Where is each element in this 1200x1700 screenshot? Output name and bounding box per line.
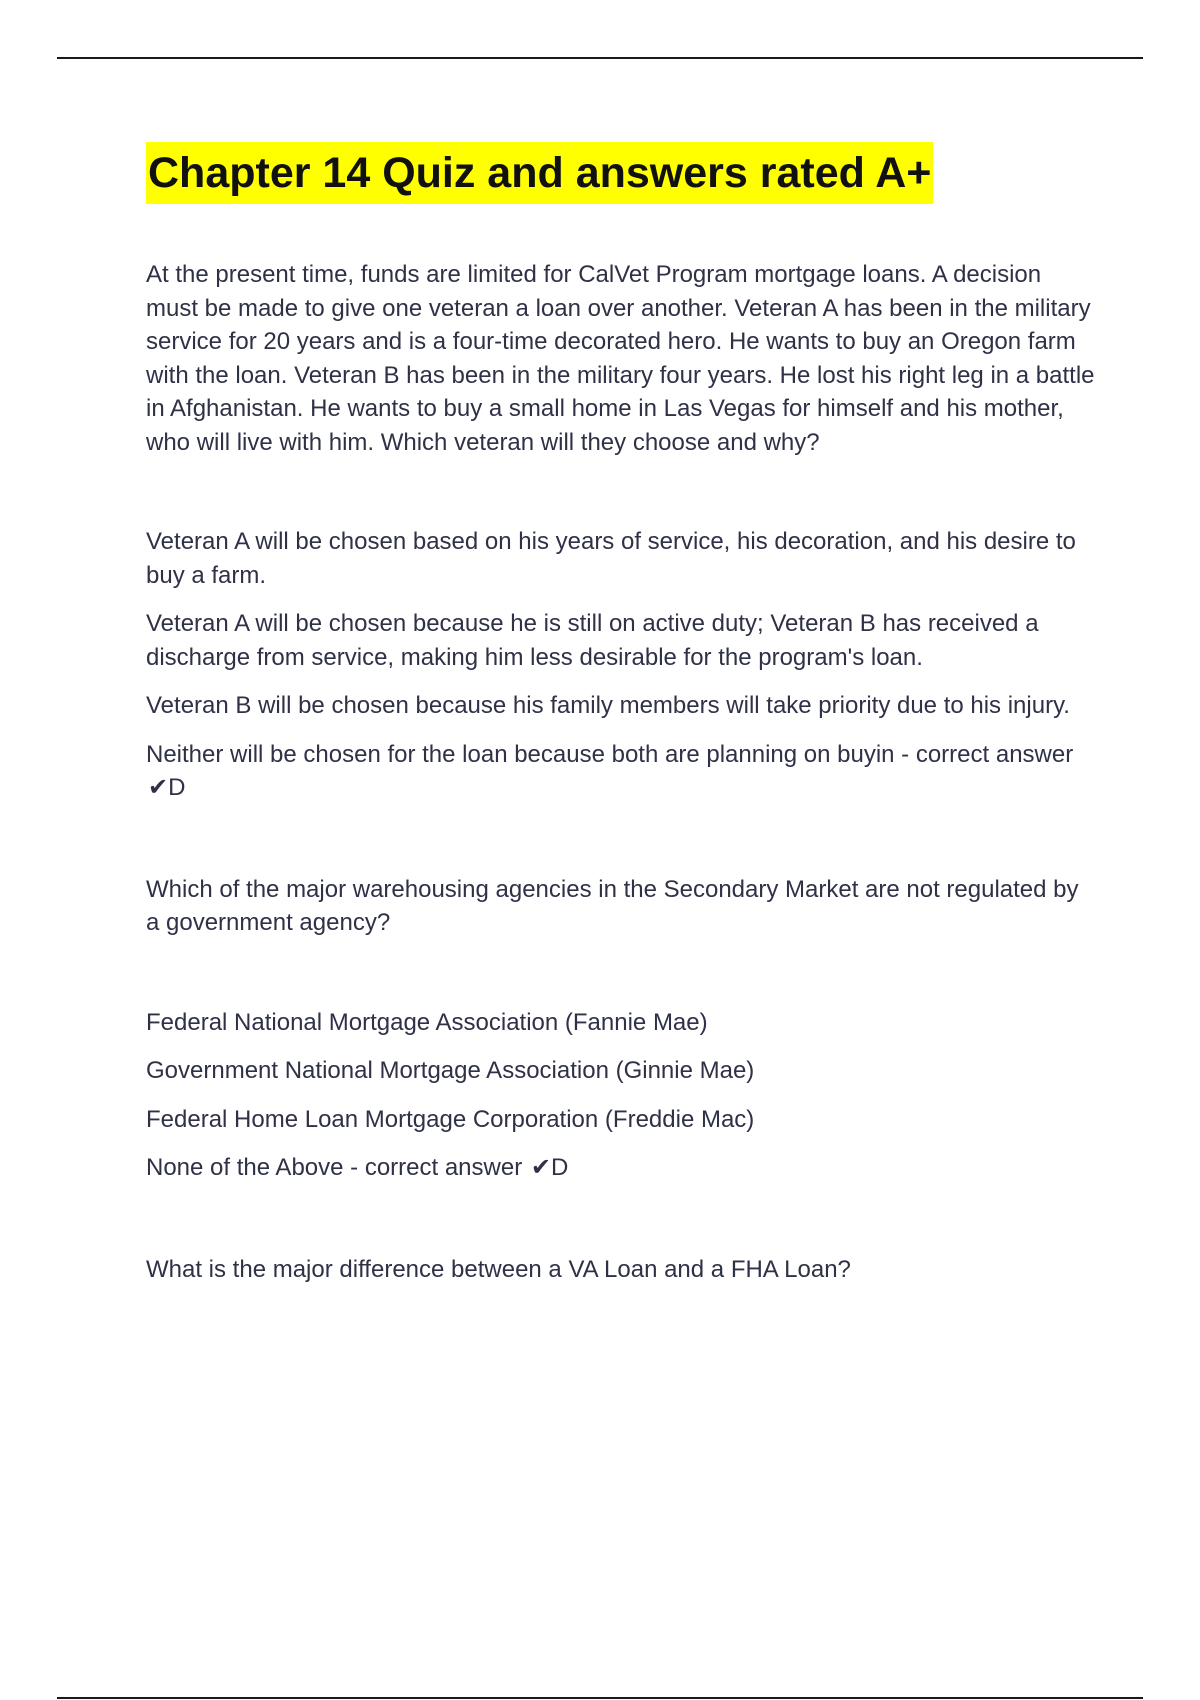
question-2-option-d-text: None of the Above - correct answer <box>146 1154 523 1181</box>
question-1-option-c: Veteran B will be chosen because his family members will take priority due to his injury. <box>146 692 1070 719</box>
question-1-option-b: Veteran A will be chosen because he is still on active duty; Veteran B has received a discharge from service, making him less desirable for the program's loan. <box>146 610 1039 671</box>
question-2-option-b: Government National Mortgage Association (Ginnie Mae) <box>146 1057 755 1084</box>
question-2-option-c: Federal Home Loan Mortgage Corporation (Freddie Mac) <box>146 1105 755 1133</box>
question-1-prompt: At the present time, funds are limited for CalVet Program mortgage loans. A decision must be made to give one veteran a loan over another. Veteran A has been in the military service for 20 years and is a four-time decorated hero. He wants to buy an Oregon farm with the loan. Veteran B has been in the military four years. He lost his right leg in a battle in Afghanistan. He wants to buy a small home in Las Vegas for himself and his mother, who will live with him. Which veteran will they choose and why? <box>146 261 1095 456</box>
question-2-answer-mark: ✔D <box>530 1154 569 1181</box>
question-3-prompt: What is the major difference between a VA Loan and a FHA Loan? <box>146 1255 851 1283</box>
bottom-rule <box>57 1697 1143 1699</box>
question-1-option-d-text: Neither will be chosen for the loan because both are planning on buyin - correct answer <box>146 740 1074 768</box>
document-body <box>146 142 1096 1286</box>
question-2-option-a: Federal National Mortgage Association (Fannie Mae) <box>146 1008 708 1036</box>
document-title: Chapter 14 Quiz and answers rated A+ <box>146 142 933 204</box>
question-2-prompt: Which of the major warehousing agencies in the Secondary Market are not regulated by a government agency? <box>146 875 1079 936</box>
question-1-option-d <box>146 738 1096 805</box>
question-1-answer-mark: ✔D <box>148 774 186 801</box>
question-2-option-d <box>146 1151 1096 1185</box>
question-1-option-a: Veteran A will be chosen based on his years of service, his decoration, and his desire to buy a farm. <box>146 528 1076 589</box>
top-rule <box>57 57 1143 59</box>
